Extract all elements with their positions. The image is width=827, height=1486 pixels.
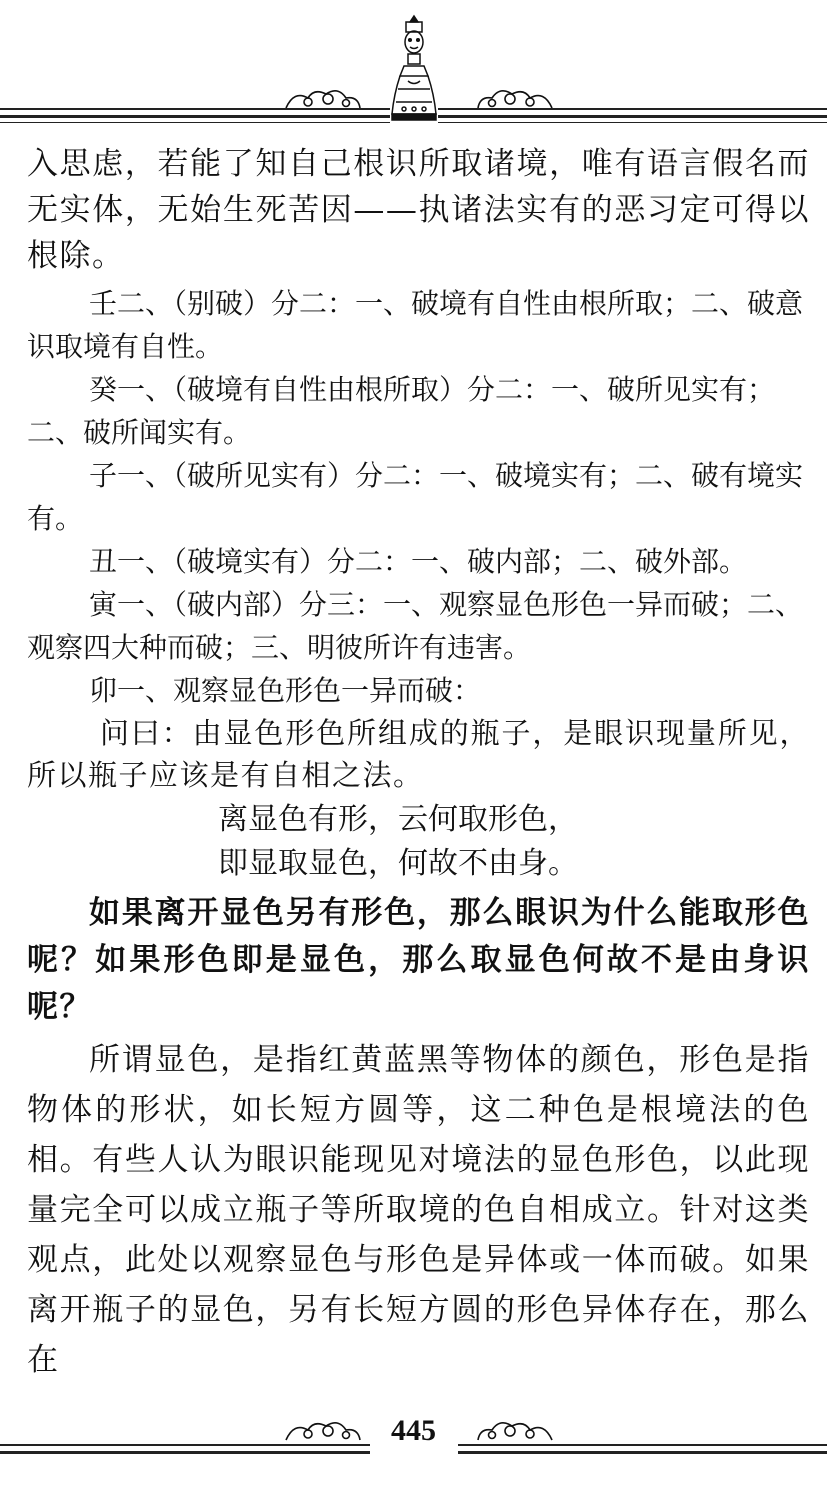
page-number: 445 (391, 1414, 436, 1447)
paragraph: 入思虑，若能了知自己根识所取诸境，唯有语言假名而无实体，无始生死苦因——执诸法实有的恶习定可得以根除。 (27, 146, 810, 274)
outline-heading: 子一、（破所见实有）分二：一、破境实有；二、破有境实有。 (27, 459, 804, 535)
footer-rule (0, 1451, 370, 1454)
verse-explanation: 如果离开显色另有形色，那么眼识为什么能取形色呢？如果形色即是显色，那么取显色何故不是由身识呢？ (27, 895, 810, 1025)
outline-heading: 寅一、（破内部）分三：一、观察显色形色一异而破；二、观察四大种而破；三、明彼所许有违害。 (27, 588, 804, 664)
verse-block (27, 798, 810, 886)
header-rule (438, 115, 827, 118)
commentary-paragraph: 所谓显色，是指红黄蓝黑等物体的颜色，形色是指物体的形状，如长短方圆等，这二种色是根境法的色相。有些人认为眼识能现见对境法的显色形色，以此现量完全可以成立瓶子等所取境的色自相成立。针对这类观点，此处以观察显色与形色是异体或一体而破。如果离开瓶子的显色，另有长短方圆的形色异体存在，那么在 (27, 1042, 810, 1378)
outline-heading: 丑一、（破境实有）分二：一、破内部；二、破外部。 (89, 545, 748, 578)
header-rule (0, 122, 390, 123)
header-rule (438, 108, 827, 110)
outline-heading: 癸一、（破境有自性由根所取）分二：一、破所见实有；二、破所闻实有。 (27, 373, 776, 449)
header-rule (438, 122, 827, 123)
header-rule (0, 108, 390, 110)
question-paragraph: 问曰：由显色形色所组成的瓶子，是眼识现量所见，所以瓶子应该是有自相之法。 (27, 716, 810, 792)
header-rule (0, 115, 390, 118)
body-text (27, 141, 810, 1385)
verse-line: 即显取显色，何故不由身。 (218, 846, 578, 881)
verse-line: 离显色有形，云何取形色， (218, 802, 578, 837)
deity-bell-ornament-icon (388, 14, 440, 129)
outline-heading: 壬二、（别破）分二：一、破境有自性由根所取；二、破意识取境有自性。 (27, 287, 804, 363)
footer-rule (458, 1451, 827, 1454)
outline-heading: 卯一、观察显色形色一异而破： (89, 674, 482, 707)
